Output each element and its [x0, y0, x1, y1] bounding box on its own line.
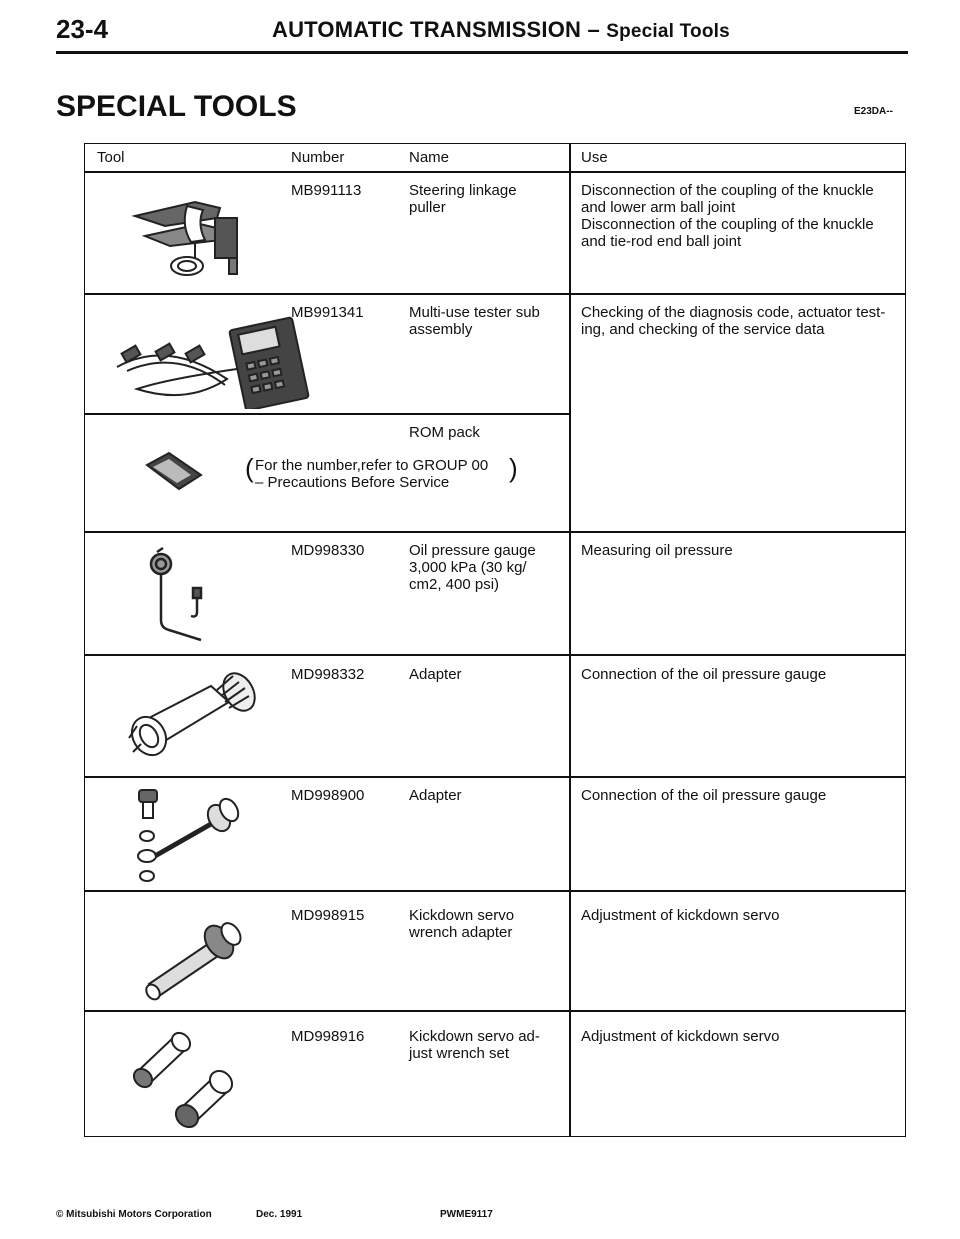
tool-name: ROM pack [409, 424, 480, 441]
footer-copyright: © Mitsubishi Motors Corporation [56, 1209, 212, 1220]
steering-linkage-puller-illustration [125, 182, 265, 286]
header-title-text: AUTOMATIC TRANSMISSION [272, 17, 582, 42]
oil-pressure-gauge-illustration [145, 542, 215, 646]
column-header-use: Use [581, 149, 608, 166]
section-code: E23DA-- [854, 106, 893, 117]
tool-number: MB991113 [291, 182, 362, 199]
row-divider [85, 171, 905, 173]
tool-use: Disconnection of the coupling of the knuckle and lower arm ball joint Disconnection of the coupling of the knuckle and tie-rod end ball joint [581, 182, 874, 250]
tool-use: Measuring oil pressure [581, 542, 733, 559]
tool-number: MD998332 [291, 666, 365, 683]
tool-use: Connection of the oil pressure gauge [581, 787, 827, 804]
tool-use: Checking of the diagnosis code, actuator test- ing, and checking of the service data [581, 304, 886, 338]
tool-name: Oil pressure gauge 3,000 kPa (30 kg/ cm2, 400 psi) [409, 542, 536, 593]
footer-date: Dec. 1991 [256, 1209, 303, 1220]
column-header-name: Name [409, 149, 450, 166]
special-tools-table [84, 143, 906, 1137]
tool-name: Multi-use tester sub assembly [409, 304, 540, 338]
tool-number: MD998916 [291, 1028, 365, 1045]
group-reference-note: For the number,refer to GROUP 00 – Precautions Before Service [255, 457, 489, 491]
kickdown-servo-wrench-set-illustration [129, 1028, 239, 1128]
tool-number: MD998330 [291, 542, 365, 559]
tool-use: Adjustment of kickdown servo [581, 1028, 780, 1045]
page-header-title [272, 17, 730, 43]
header-subtitle: Special Tools [606, 21, 730, 42]
row-divider [85, 413, 569, 415]
tool-name: Adapter [409, 666, 462, 683]
kickdown-servo-wrench-adapter-illustration [141, 912, 251, 1004]
column-header-number: Number [291, 149, 345, 166]
tool-number: MD998915 [291, 907, 365, 924]
row-divider [85, 776, 905, 778]
row-divider [85, 654, 905, 656]
bracket-right: ) [509, 453, 518, 483]
tool-number: MB991341 [291, 304, 364, 321]
tool-use: Connection of the oil pressure gauge [581, 666, 827, 683]
header-separator: – [587, 17, 600, 42]
tool-name: Kickdown servo wrench adapter [409, 907, 515, 941]
row-divider [85, 890, 905, 892]
tool-name: Adapter [409, 787, 462, 804]
adapter-md998900-illustration [131, 784, 251, 888]
bracket-left: ( [245, 453, 254, 483]
tool-number: MD998900 [291, 787, 365, 804]
adapter-md998332-illustration [121, 664, 271, 764]
tool-name: Steering linkage puller [409, 182, 517, 216]
section-title: SPECIAL TOOLS [56, 90, 297, 123]
row-divider [85, 293, 905, 295]
row-divider [85, 1010, 905, 1012]
multi-use-tester-illustration [107, 309, 317, 409]
header-rule [56, 51, 908, 54]
row-divider [85, 531, 905, 533]
page-number: 23-4 [56, 14, 109, 44]
rom-pack-illustration [143, 449, 205, 495]
tool-name: Kickdown servo ad- just wrench set [409, 1028, 540, 1062]
footer-code: PWME9117 [440, 1209, 493, 1220]
column-header-tool: Tool [97, 149, 125, 166]
tool-use: Adjustment of kickdown servo [581, 907, 780, 924]
